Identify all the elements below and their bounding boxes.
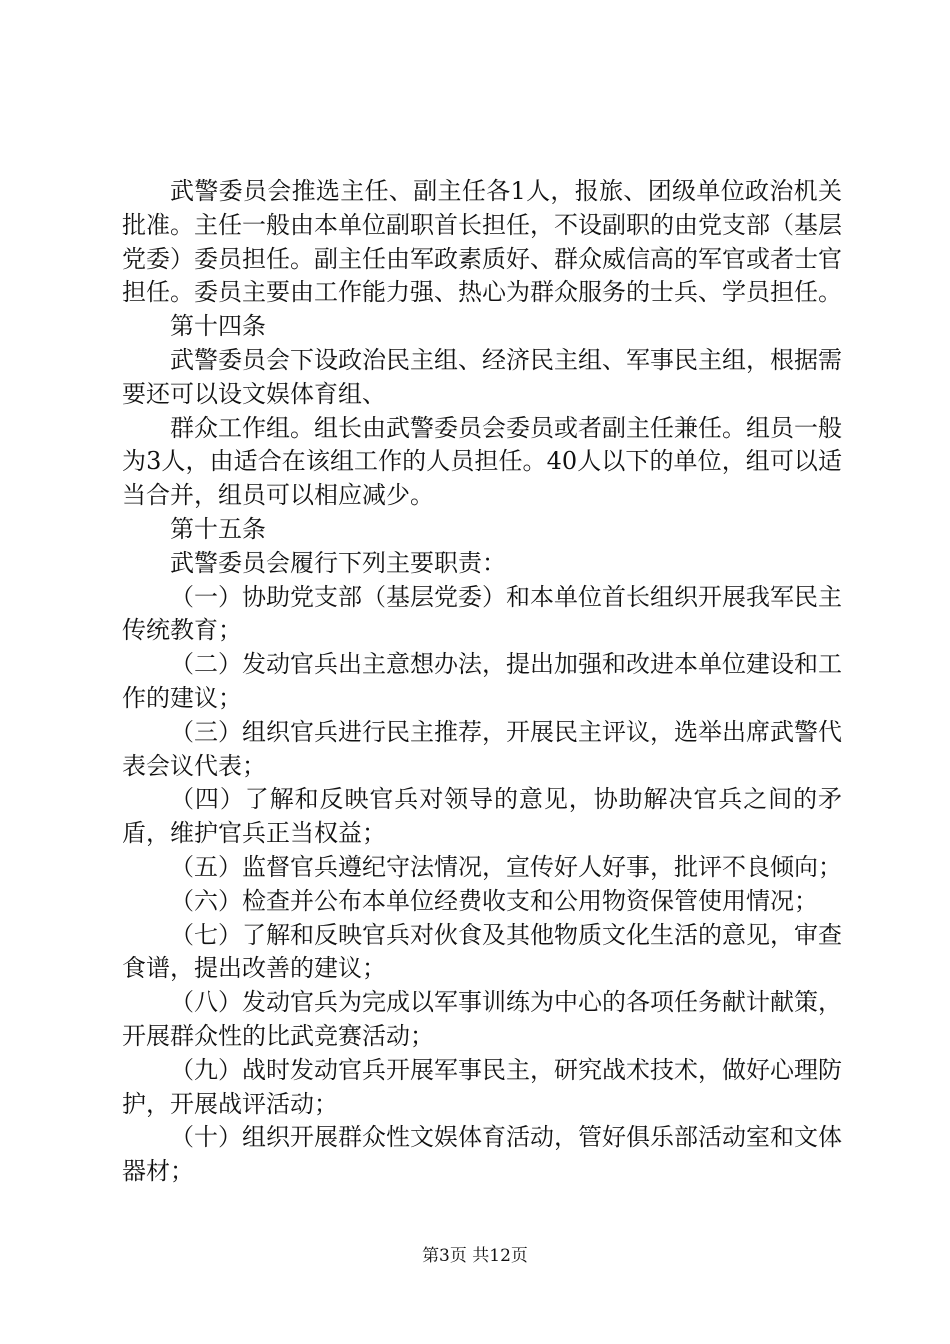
duty-item-2: （二）发动官兵出主意想办法，提出加强和改进本单位建设和工作的建议；	[122, 650, 842, 712]
duty-item-10: （十）组织开展群众性文娱体育活动，管好俱乐部活动室和文体器材；	[122, 1123, 842, 1186]
duty-item-7: （七）了解和反映官兵对伙食及其他物质文化生活的意见，审查食谱，提出改善的建议；	[122, 920, 842, 983]
paragraph-subgroups: 武警委员会下设政治民主组、经济民主组、军事民主组，根据需要还可以设文娱体育组、	[122, 345, 842, 408]
duty-item-1: （一）协助党支部（基层党委）和本单位首长组织开展我军民主传统教育；	[122, 582, 842, 645]
duty-item-8: （八）发动官兵为完成以军事训练为中心的各项任务献计献策，开展群众性的比武竞赛活动；	[122, 988, 842, 1050]
article-14-heading: 第十四条	[170, 312, 266, 341]
article-15-heading: 第十五条	[170, 514, 266, 543]
paragraph-duties-intro: 武警委员会履行下列主要职责：	[170, 548, 506, 577]
duty-item-9: （九）战时发动官兵开展军事民主，研究战术技术，做好心理防护，开展战评活动；	[122, 1055, 842, 1118]
page-number-footer: 第3页 共12页	[422, 1246, 528, 1266]
document-body	[122, 175, 842, 1189]
duty-item-5: （五）监督官兵遵纪守法情况，宣传好人好事，批评不良倾向；	[170, 852, 842, 881]
paragraph-group-members: 群众工作组。组长由武警委员会委员或者副主任兼任。组员一般为3人，由适合在该组工作的人员担任。40人以下的单位，组可以适当合并，组员可以相应减少。	[122, 413, 842, 510]
paragraph-committee-leadership: 武警委员会推选主任、副主任各1人，报旅、团级单位政治机关批准。主任一般由本单位副职首长担任，不设副职的由党支部（基层党委）委员担任。副主任由军政素质好、群众威信高的军官或者士官担任。委员主要由工作能力强、热心为群众服务的士兵、学员担任。	[122, 177, 842, 307]
duty-item-6: （六）检查并公布本单位经费收支和公用物资保管使用情况；	[170, 886, 818, 915]
duty-item-3: （三）组织官兵进行民主推荐，开展民主评议，选举出席武警代表会议代表；	[122, 717, 842, 780]
duty-item-4: （四）了解和反映官兵对领导的意见，协助解决官兵之间的矛盾，维护官兵正当权益；	[122, 785, 842, 848]
